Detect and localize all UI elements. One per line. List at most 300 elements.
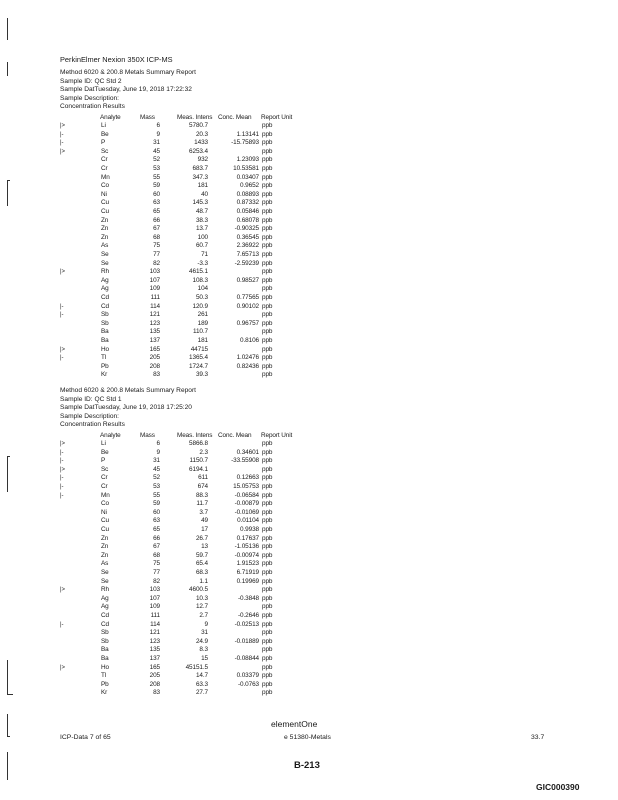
- cell-mass: 107: [149, 594, 160, 602]
- cell-conc-mean: -0.08844: [234, 655, 259, 662]
- cell-analyte: Tl: [101, 672, 107, 680]
- scan-mark: [7, 18, 8, 40]
- cell-meas-intens: 31: [201, 629, 208, 637]
- footer-center: e 51380-Metals: [284, 734, 331, 741]
- cell-mass: 75: [153, 242, 160, 250]
- cell-meas-intens: 71: [201, 251, 208, 258]
- cell-mass: 205: [149, 354, 160, 362]
- cell-report-unit: ppb: [262, 680, 273, 688]
- cell-analyte: Ag: [101, 276, 109, 284]
- cell-mass: 31: [153, 457, 160, 465]
- cell-report-unit: ppb: [262, 190, 273, 198]
- cell-meas-intens: 38.3: [195, 216, 208, 224]
- sample-date: Sample DatTuesday, June 19, 2018 17:22:32: [60, 86, 192, 93]
- row-flag: |-: [60, 484, 64, 490]
- cell-conc-mean: 0.9938: [240, 526, 259, 533]
- col-header-analyte: Analyte: [100, 432, 121, 439]
- cell-report-unit: ppb: [262, 225, 273, 233]
- cell-mass: 83: [153, 371, 160, 379]
- cell-mass: 68: [153, 233, 160, 241]
- cell-analyte: As: [101, 242, 109, 250]
- cell-analyte: Be: [101, 448, 109, 456]
- cell-meas-intens: 48.7: [195, 208, 208, 215]
- cell-mass: 63: [153, 199, 160, 207]
- cell-meas-intens: 65.4: [195, 560, 208, 568]
- cell-mass: 66: [153, 216, 160, 224]
- cell-analyte: Zn: [101, 233, 109, 241]
- cell-analyte: Se: [101, 251, 109, 258]
- cell-meas-intens: 49: [201, 517, 208, 525]
- sample-description: Sample Description:: [60, 412, 120, 420]
- cell-report-unit: ppb: [262, 517, 273, 525]
- cell-analyte: Cu: [101, 526, 109, 533]
- cell-mass: 6: [156, 440, 160, 447]
- cell-meas-intens: 145.3: [192, 199, 208, 207]
- cell-analyte: Se: [101, 577, 109, 585]
- cell-mass: 52: [153, 156, 160, 164]
- cell-report-unit: ppb: [262, 139, 273, 147]
- scan-mark: [7, 714, 8, 736]
- cell-report-unit: ppb: [262, 362, 273, 370]
- sample-date: Sample DatTuesday, June 19, 2018 17:25:20: [60, 404, 192, 411]
- cell-conc-mean: 0.9652: [240, 182, 259, 190]
- cell-analyte: Ag: [101, 594, 109, 602]
- cell-conc-mean: -1.05136: [234, 543, 259, 551]
- cell-analyte: Zn: [101, 216, 109, 224]
- cell-conc-mean: 1.23093: [236, 156, 259, 164]
- cell-report-unit: ppb: [262, 337, 273, 344]
- cell-mass: 6: [156, 122, 160, 129]
- cell-analyte: Cd: [101, 294, 109, 301]
- cell-analyte: Sb: [101, 629, 109, 637]
- cell-report-unit: ppb: [262, 612, 273, 619]
- cell-analyte: Ho: [101, 663, 109, 671]
- cell-mass: 103: [149, 268, 160, 276]
- cell-analyte: As: [101, 560, 109, 568]
- cell-report-unit: ppb: [262, 147, 273, 155]
- cell-analyte: Ag: [101, 285, 109, 293]
- cell-meas-intens: 5866.8: [189, 440, 208, 447]
- cell-conc-mean: 0.8106: [240, 337, 259, 344]
- cell-report-unit: ppb: [262, 569, 273, 576]
- footer-right: 33.7: [531, 734, 545, 741]
- cell-conc-mean: 0.08893: [236, 190, 259, 198]
- cell-mass: 9: [156, 130, 160, 138]
- cell-report-unit: ppb: [262, 551, 273, 559]
- cell-analyte: Cu: [101, 517, 109, 525]
- cell-mass: 77: [153, 251, 160, 258]
- cell-analyte: P: [101, 139, 106, 147]
- footer-left: ICP-Data 7 of 65: [60, 734, 111, 741]
- cell-report-unit: ppb: [262, 165, 273, 172]
- cell-report-unit: ppb: [262, 672, 273, 680]
- cell-analyte: Ba: [101, 646, 109, 654]
- cell-report-unit: ppb: [262, 156, 273, 164]
- col-header-mass: Mass: [140, 114, 155, 121]
- cell-meas-intens: 108.3: [192, 276, 208, 284]
- cell-report-unit: ppb: [262, 122, 273, 129]
- col-header-conc-mean: Conc. Mean: [218, 114, 252, 121]
- cell-meas-intens: 1433: [194, 139, 208, 147]
- cell-conc-mean: 0.03379: [236, 672, 259, 680]
- cell-conc-mean: 0.82436: [236, 362, 259, 370]
- cell-analyte: Ni: [101, 190, 107, 198]
- cell-analyte: Se: [101, 259, 109, 267]
- cell-conc-mean: 0.36545: [236, 233, 259, 241]
- cell-mass: 63: [153, 517, 160, 525]
- cell-report-unit: ppb: [262, 637, 273, 645]
- col-header-analyte: Analyte: [100, 114, 121, 121]
- cell-analyte: Mn: [101, 491, 110, 499]
- cell-meas-intens: 261: [197, 311, 208, 319]
- row-flag: |>: [60, 466, 66, 473]
- cell-mass: 52: [153, 474, 160, 482]
- cell-mass: 66: [153, 534, 160, 542]
- cell-meas-intens: 45151.5: [185, 663, 208, 671]
- cell-meas-intens: 932: [197, 156, 208, 164]
- cell-conc-mean: 0.98527: [236, 276, 259, 284]
- cell-mass: 205: [149, 672, 160, 680]
- col-header-conc-mean: Conc. Mean: [218, 432, 252, 439]
- cell-conc-mean: 0.17637: [236, 534, 259, 542]
- cell-analyte: Cr: [101, 474, 108, 482]
- cell-report-unit: ppb: [262, 242, 273, 250]
- cell-mass: 45: [153, 465, 160, 473]
- cell-conc-mean: 0.12663: [236, 474, 259, 482]
- cell-report-unit: ppb: [262, 448, 273, 456]
- row-flag: |>: [60, 346, 66, 353]
- method-line: Method 6020 & 200.8 Metals Summary Report: [60, 69, 196, 76]
- cell-conc-mean: 0.96757: [236, 319, 259, 327]
- cell-mass: 53: [153, 165, 160, 172]
- cell-meas-intens: 4600.5: [189, 586, 208, 594]
- cell-conc-mean: 7.65713: [236, 251, 259, 258]
- cell-report-unit: ppb: [262, 354, 273, 362]
- cell-meas-intens: 6253.4: [189, 147, 208, 155]
- scan-mark: [7, 456, 8, 492]
- scan-mark: [7, 180, 10, 181]
- cell-conc-mean: 1.13141: [236, 130, 259, 138]
- cell-meas-intens: 120.9: [192, 302, 208, 310]
- cell-meas-intens: 88.3: [195, 491, 208, 499]
- cell-meas-intens: 11.7: [196, 500, 208, 508]
- cell-meas-intens: 13.7: [195, 225, 208, 233]
- cell-mass: 111: [150, 294, 160, 301]
- cell-report-unit: ppb: [262, 182, 273, 190]
- cell-mass: 53: [153, 483, 160, 490]
- cell-mass: 31: [153, 139, 160, 147]
- cell-mass: 65: [153, 208, 160, 215]
- cell-conc-mean: -0.00879: [234, 500, 259, 508]
- cell-conc-mean: -0.02513: [234, 620, 259, 628]
- row-flag: |-: [60, 449, 64, 456]
- cell-analyte: Sb: [101, 311, 109, 319]
- cell-meas-intens: 39.3: [195, 371, 208, 379]
- cell-report-unit: ppb: [262, 251, 273, 258]
- cell-report-unit: ppb: [262, 560, 273, 568]
- col-header-report-unit: Report Unit: [261, 432, 293, 439]
- cell-report-unit: ppb: [262, 689, 273, 697]
- scan-mark: [7, 660, 8, 694]
- cell-meas-intens: 14.7: [195, 672, 208, 680]
- row-flag: |>: [60, 269, 66, 276]
- cell-analyte: Ni: [101, 508, 107, 516]
- cell-analyte: Zn: [101, 225, 109, 233]
- cell-report-unit: ppb: [262, 620, 273, 628]
- cell-conc-mean: -0.3848: [238, 594, 259, 602]
- cell-meas-intens: 181: [197, 337, 208, 344]
- cell-mass: 60: [153, 190, 160, 198]
- cell-report-unit: ppb: [262, 328, 273, 336]
- cell-analyte: Cu: [101, 199, 109, 207]
- cell-analyte: Pb: [101, 362, 109, 370]
- cell-report-unit: ppb: [262, 268, 273, 276]
- cell-report-unit: ppb: [262, 294, 273, 301]
- cell-mass: 121: [149, 311, 160, 319]
- cell-mass: 67: [153, 225, 160, 233]
- cell-mass: 114: [150, 620, 160, 628]
- cell-report-unit: ppb: [262, 663, 273, 671]
- cell-meas-intens: 26.7: [195, 534, 208, 542]
- cell-analyte: Cd: [101, 302, 109, 310]
- cell-mass: 135: [149, 328, 160, 336]
- cell-meas-intens: 40: [201, 190, 208, 198]
- cell-report-unit: ppb: [262, 285, 273, 293]
- cell-report-unit: ppb: [262, 603, 273, 611]
- cell-analyte: Cr: [101, 483, 108, 490]
- cell-report-unit: ppb: [262, 526, 273, 533]
- sample-id: Sample ID: QC Std 1: [60, 395, 122, 403]
- cell-mass: 109: [149, 603, 160, 611]
- cell-conc-mean: 2.36922: [236, 242, 259, 250]
- cell-report-unit: ppb: [262, 345, 273, 353]
- cell-meas-intens: 2.3: [199, 448, 208, 456]
- cell-report-unit: ppb: [262, 594, 273, 602]
- col-header-report-unit: Report Unit: [261, 114, 293, 121]
- col-header-mass: Mass: [140, 432, 155, 439]
- cell-mass: 82: [153, 577, 160, 585]
- cell-meas-intens: 12.7: [195, 603, 208, 611]
- cell-meas-intens: 68.3: [195, 569, 208, 576]
- cell-mass: 55: [153, 173, 160, 181]
- cell-analyte: Rh: [101, 586, 109, 594]
- scan-mark: [7, 180, 8, 206]
- cell-conc-mean: 0.90102: [236, 302, 259, 310]
- cell-meas-intens: 50.3: [195, 294, 208, 301]
- concentration-results-heading: Concentration Results: [60, 103, 125, 110]
- cell-analyte: Pb: [101, 680, 109, 688]
- cell-report-unit: ppb: [262, 259, 273, 267]
- cell-mass: 59: [153, 182, 160, 190]
- cell-meas-intens: 60.7: [195, 242, 208, 250]
- scan-mark: [7, 694, 13, 695]
- scan-mark: [7, 752, 8, 780]
- cell-mass: 135: [149, 646, 160, 654]
- scan-mark: [7, 62, 8, 76]
- cell-meas-intens: 3.7: [199, 508, 208, 516]
- cell-report-unit: ppb: [262, 508, 273, 516]
- cell-analyte: Cr: [101, 156, 108, 164]
- cell-conc-mean: -33.55908: [231, 457, 259, 465]
- cell-conc-mean: 1.91523: [236, 560, 259, 568]
- cell-meas-intens: 15: [201, 655, 208, 662]
- scan-mark: [7, 456, 10, 457]
- row-flag: |-: [60, 312, 64, 319]
- cell-mass: 103: [149, 586, 160, 594]
- method-line: Method 6020 & 200.8 Metals Summary Report: [60, 387, 196, 394]
- row-flag: |-: [60, 140, 64, 147]
- cell-mass: 77: [153, 569, 160, 576]
- cell-analyte: Be: [101, 130, 109, 138]
- cell-mass: 67: [153, 543, 160, 551]
- cell-mass: 121: [149, 629, 160, 637]
- cell-analyte: Sc: [101, 147, 109, 155]
- cell-meas-intens: 100: [197, 233, 208, 241]
- cell-meas-intens: 189: [197, 319, 208, 327]
- cell-meas-intens: 110.7: [192, 328, 208, 336]
- cell-analyte: Kr: [101, 371, 108, 379]
- cell-analyte: Cd: [101, 612, 109, 619]
- cell-mass: 45: [153, 147, 160, 155]
- cell-meas-intens: 4615.1: [189, 268, 208, 276]
- cell-mass: 137: [149, 655, 160, 662]
- cell-analyte: Sb: [101, 319, 109, 327]
- cell-report-unit: ppb: [262, 319, 273, 327]
- cell-conc-mean: 0.77565: [236, 294, 259, 301]
- cell-conc-mean: 0.19969: [236, 577, 259, 585]
- cell-mass: 208: [149, 362, 160, 370]
- cell-conc-mean: -0.2646: [238, 612, 259, 619]
- cell-meas-intens: 59.7: [195, 551, 208, 559]
- cell-analyte: Tl: [101, 354, 107, 362]
- cell-report-unit: ppb: [262, 577, 273, 585]
- cell-meas-intens: 611: [198, 474, 208, 482]
- cell-meas-intens: 10.3: [195, 594, 208, 602]
- cell-meas-intens: 1724.7: [189, 362, 208, 370]
- cell-analyte: Cd: [101, 620, 109, 628]
- cell-meas-intens: 2.7: [199, 612, 208, 619]
- row-flag: |-: [60, 355, 64, 362]
- cell-analyte: Ag: [101, 603, 109, 611]
- cell-conc-mean: -0.00974: [234, 551, 259, 559]
- cell-conc-mean: 0.68078: [236, 216, 259, 224]
- cell-conc-mean: 0.05846: [236, 208, 259, 215]
- row-flag: |-: [60, 131, 64, 138]
- cell-report-unit: ppb: [262, 483, 273, 490]
- cell-mass: 82: [153, 259, 160, 267]
- cell-mass: 109: [149, 285, 160, 293]
- cell-meas-intens: 181: [197, 182, 208, 190]
- cell-report-unit: ppb: [262, 276, 273, 284]
- cell-mass: 65: [153, 526, 160, 533]
- cell-analyte: Ho: [101, 345, 109, 353]
- brand-label: elementOne: [271, 719, 318, 729]
- cell-conc-mean: -0.01889: [234, 637, 259, 645]
- cell-conc-mean: -15.75893: [231, 139, 259, 147]
- concentration-results-heading: Concentration Results: [60, 421, 125, 428]
- cell-mass: 59: [153, 500, 160, 508]
- cell-analyte: Cu: [101, 208, 109, 215]
- cell-meas-intens: 674: [197, 483, 208, 490]
- cell-meas-intens: 1365.4: [189, 354, 208, 362]
- cell-mass: 123: [149, 637, 160, 645]
- cell-conc-mean: -0.06584: [234, 491, 259, 499]
- cell-meas-intens: 27.7: [195, 689, 208, 697]
- cell-analyte: Ba: [101, 328, 109, 336]
- cell-meas-intens: -3.3: [197, 259, 208, 267]
- cell-meas-intens: 104: [197, 285, 208, 293]
- cell-report-unit: ppb: [262, 233, 273, 241]
- cell-meas-intens: 9: [204, 620, 208, 628]
- row-flag: |>: [60, 123, 66, 129]
- cell-report-unit: ppb: [262, 302, 273, 310]
- cell-report-unit: ppb: [262, 457, 273, 465]
- cell-analyte: Kr: [101, 689, 108, 697]
- cell-analyte: Rh: [101, 268, 109, 276]
- cell-meas-intens: 1.1: [199, 577, 208, 585]
- cell-meas-intens: 13: [201, 543, 208, 551]
- row-flag: |>: [60, 587, 66, 594]
- cell-mass: 111: [150, 612, 160, 619]
- cell-analyte: P: [101, 457, 106, 465]
- cell-report-unit: ppb: [262, 130, 273, 138]
- cell-analyte: Zn: [101, 543, 109, 551]
- cell-meas-intens: 44715: [190, 345, 208, 353]
- page-label: B-213: [294, 760, 320, 771]
- cell-report-unit: ppb: [262, 216, 273, 224]
- cell-meas-intens: 24.9: [195, 637, 208, 645]
- cell-report-unit: ppb: [262, 208, 273, 215]
- cell-mass: 123: [149, 319, 160, 327]
- col-header-meas-intens: Meas. Intens: [177, 114, 213, 121]
- cell-conc-mean: -0.01069: [234, 508, 259, 516]
- scan-mark: [7, 736, 10, 737]
- cell-mass: 75: [153, 560, 160, 568]
- cell-meas-intens: 63.3: [195, 680, 208, 688]
- cell-analyte: Co: [101, 182, 109, 190]
- cell-mass: 208: [149, 680, 160, 688]
- cell-report-unit: ppb: [262, 586, 273, 594]
- cell-report-unit: ppb: [262, 534, 273, 542]
- cell-report-unit: ppb: [262, 199, 273, 207]
- cell-conc-mean: 0.01104: [237, 517, 259, 525]
- cell-analyte: Se: [101, 569, 109, 576]
- cell-analyte: Co: [101, 500, 109, 508]
- cell-report-unit: ppb: [262, 173, 273, 181]
- row-flag: |>: [60, 441, 66, 447]
- cell-analyte: Cr: [101, 165, 108, 172]
- row-flag: |-: [60, 475, 64, 482]
- cell-mass: 137: [149, 337, 160, 344]
- cell-report-unit: ppb: [262, 629, 273, 637]
- row-flag: |>: [60, 664, 66, 671]
- cell-conc-mean: 0.03407: [236, 173, 259, 181]
- cell-analyte: Ba: [101, 655, 109, 662]
- cell-mass: 60: [153, 508, 160, 516]
- cell-report-unit: ppb: [262, 440, 273, 447]
- cell-analyte: Zn: [101, 551, 109, 559]
- cell-mass: 107: [149, 276, 160, 284]
- cell-conc-mean: 0.87332: [236, 199, 259, 207]
- cell-report-unit: ppb: [262, 655, 273, 662]
- cell-mass: 9: [156, 448, 160, 456]
- cell-conc-mean: 10.53581: [233, 165, 259, 172]
- cell-report-unit: ppb: [262, 491, 273, 499]
- cell-meas-intens: 5780.7: [189, 122, 208, 129]
- cell-meas-intens: 8.3: [199, 646, 208, 654]
- sample-id: Sample ID: QC Std 2: [60, 77, 122, 85]
- cell-conc-mean: 0.34601: [236, 448, 259, 456]
